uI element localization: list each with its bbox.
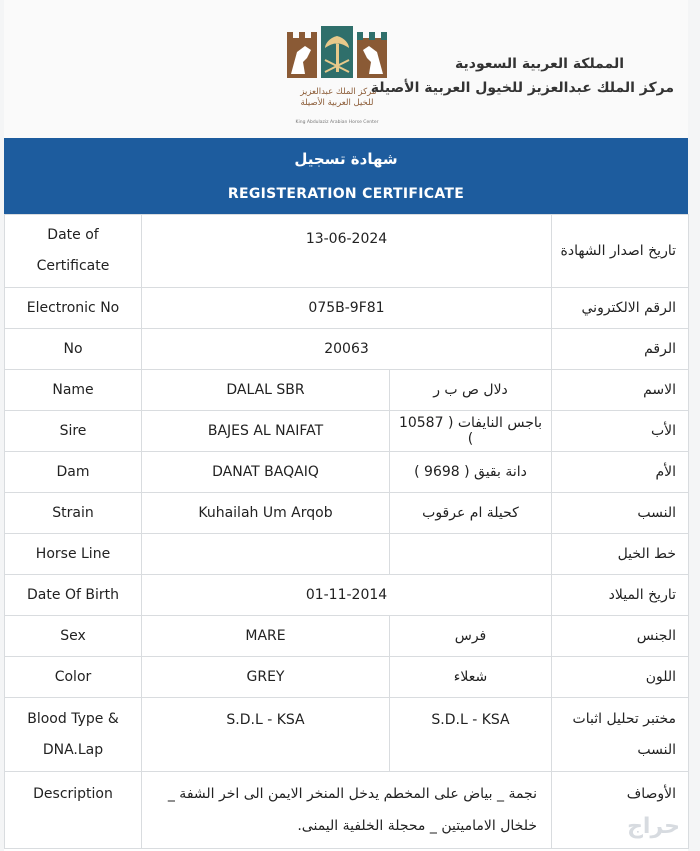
label-date-en-2: Certificate xyxy=(36,258,110,274)
header xyxy=(4,0,688,138)
row-label-en: Color xyxy=(5,657,142,698)
table-row xyxy=(5,772,689,849)
sex-value-ar: فرس xyxy=(390,616,552,657)
svg-text:مركز الملك عبدالعزيز: مركز الملك عبدالعزيز للخيل العربية الأصيلة xyxy=(300,87,377,108)
title-banner xyxy=(4,138,688,214)
row-label-en: Sex xyxy=(5,616,142,657)
description-value: نجمة _ بياض على المخطم يدخل المنخر الايمن الى اخر الشفة _ خلخال الاماميتين _ محجلة الخلفية اليمنى. xyxy=(142,772,552,849)
table-row xyxy=(5,411,689,452)
name-value-ar: دلال ص ب ر xyxy=(390,370,552,411)
sire-value-ar: باجس النايفات ( 10587 ) xyxy=(390,411,552,452)
row-label-ar: تاريخ اصدار الشهادة xyxy=(552,215,689,288)
table-row xyxy=(5,493,689,534)
table-row xyxy=(5,452,689,493)
strain-value-ar: كحيلة ام عرقوب xyxy=(390,493,552,534)
row-label-en: Sire xyxy=(5,411,142,452)
row-label-ar: خط الخيل xyxy=(552,534,689,575)
row-label-en: Electronic No xyxy=(5,288,142,329)
row-label-en: Description xyxy=(5,772,142,849)
row-label-ar: اللون xyxy=(552,657,689,698)
row-label-ar: الاسم xyxy=(552,370,689,411)
sire-value-en: BAJES AL NAIFAT xyxy=(142,411,390,452)
table-row xyxy=(5,534,689,575)
row-label-en: Name xyxy=(5,370,142,411)
table-row xyxy=(5,575,689,616)
no-value: 20063 xyxy=(142,329,552,370)
date-value: 13-06-2024 xyxy=(142,215,552,288)
logo-caption xyxy=(296,87,379,125)
label-date-en: Date of xyxy=(47,227,99,243)
row-label-ar: الأب xyxy=(552,411,689,452)
kaahc-logo-icon xyxy=(281,18,393,128)
strain-value-en: Kuhailah Um Arqob xyxy=(142,493,390,534)
color-value-en: GREY xyxy=(142,657,390,698)
row-label-ar: الجنس xyxy=(552,616,689,657)
table-row xyxy=(5,288,689,329)
sex-value-en: MARE xyxy=(142,616,390,657)
table-row xyxy=(5,215,689,288)
blood-value-ar: S.D.L - KSA xyxy=(390,698,552,772)
row-label-ar: تاريخ الميلاد xyxy=(552,575,689,616)
row-label-en: Dam xyxy=(5,452,142,493)
certificate xyxy=(4,0,688,851)
row-label-en xyxy=(5,215,142,288)
table-row xyxy=(5,329,689,370)
org-line-1: المملكة العربية السعودية xyxy=(455,56,624,72)
table-row xyxy=(5,370,689,411)
dob-value: 01-11-2014 xyxy=(142,575,552,616)
row-label-ar: مختبر تحليل اثبات النسب xyxy=(552,698,689,772)
row-label-en: Strain xyxy=(5,493,142,534)
label-blood-en-2: DNA.Lap xyxy=(42,741,104,758)
electronic-value: 075B-9F81 xyxy=(142,288,552,329)
horse-line-value-ar xyxy=(390,534,552,575)
row-label-en: Horse Line xyxy=(5,534,142,575)
horse-line-value-en xyxy=(142,534,390,575)
row-label-ar: الأم xyxy=(552,452,689,493)
watermark: حراج xyxy=(627,814,680,839)
title-en: REGISTERATION CERTIFICATE xyxy=(227,186,465,202)
row-label-en: No xyxy=(5,329,142,370)
row-label-ar: الأوصاف xyxy=(552,772,689,849)
row-label-en: Date Of Birth xyxy=(5,575,142,616)
svg-text:King Abdulaziz Arabian Horse C: King Abdulaziz Arabian Horse Center xyxy=(295,120,379,125)
dam-value-ar: دانة بقيق ( 9698 ) xyxy=(390,452,552,493)
org-line-2: مركز الملك عبدالعزيز للخيول العربية الأصيلة xyxy=(370,80,674,96)
row-label-en xyxy=(5,698,142,772)
name-value-en: DALAL SBR xyxy=(142,370,390,411)
table-row xyxy=(5,657,689,698)
blood-value-en: S.D.L - KSA xyxy=(142,698,390,772)
row-label-ar: الرقم الالكتروني xyxy=(552,288,689,329)
table-row xyxy=(5,616,689,657)
dam-value-en: DANAT BAQAIQ xyxy=(142,452,390,493)
certificate-table xyxy=(4,214,689,849)
row-label-ar: الرقم xyxy=(552,329,689,370)
table-row xyxy=(5,698,689,772)
label-blood-en: Blood Type & xyxy=(27,710,119,727)
color-value-ar: شعلاء xyxy=(390,657,552,698)
title-ar: شهادة تسجيل xyxy=(294,150,398,168)
row-label-ar: النسب xyxy=(552,493,689,534)
